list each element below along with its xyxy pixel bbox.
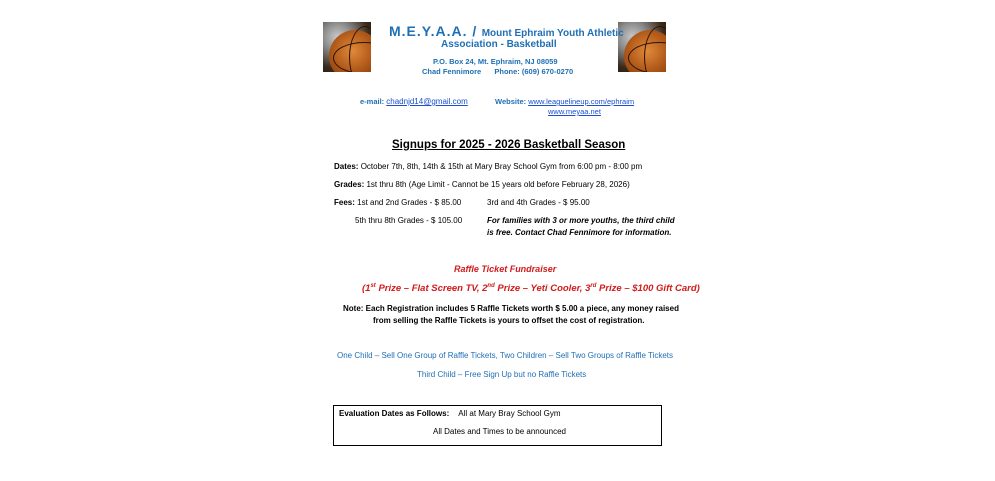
raffle-rule-line2: Third Child – Free Sign Up but no Raffle Tickets — [417, 370, 587, 379]
signup-title: Signups for 2025 - 2026 Basketball Season — [392, 139, 626, 151]
fees-label: Fees: — [334, 198, 355, 207]
evaluation-label: Evaluation Dates as Follows: — [339, 409, 450, 418]
grades-row — [334, 180, 630, 189]
dates-row — [334, 162, 642, 171]
phone: Phone: (609) 670-0270 — [494, 67, 574, 76]
dates-text: October 7th, 8th, 14th & 15th at Mary Bray School Gym from 6:00 pm - 8:00 pm — [360, 162, 643, 171]
raffle-note-line2: from selling the Raffle Tickets is yours to offset the cost of registration. — [373, 316, 645, 325]
prizes-open-paren: ( — [362, 283, 366, 295]
org-name-line2: Association - Basketball — [441, 39, 557, 50]
evaluation-box — [333, 405, 662, 446]
email-link[interactable]: chadnjd14@gmail.com — [386, 97, 468, 106]
fees-row — [334, 198, 461, 207]
dates-label: Dates: — [334, 162, 359, 171]
evaluation-times: All Dates and Times to be announced — [433, 427, 566, 436]
website-label: Website: — [495, 97, 527, 106]
basketball-image-left — [323, 22, 371, 72]
contact-name: Chad Fennimore — [422, 67, 482, 76]
raffle-title: Raffle Ticket Fundraiser — [454, 264, 557, 274]
fee-2: 3rd and 4th Grades - $ 95.00 — [487, 198, 590, 207]
prize1-text: Prize – Flat Screen TV, — [375, 283, 483, 295]
prize3-num: 3 — [585, 283, 591, 295]
grades-label: Grades: — [334, 180, 365, 189]
email-label: e-mail: — [360, 97, 385, 106]
raffle-prizes — [362, 283, 700, 294]
email-row — [360, 97, 468, 106]
family-note-line1: For families with 3 or more youths, the third child — [487, 216, 675, 225]
grades-text: 1st thru 8th (Age Limit - Cannot be 15 years old before February 28, 2026) — [366, 180, 630, 189]
prize2-text: Prize – Yeti Cooler, — [494, 283, 586, 295]
prize1-sup: st — [370, 283, 376, 289]
prize2-sup: nd — [487, 283, 495, 289]
prize1-num: 1 — [365, 283, 371, 295]
org-abbrev: M.E.Y.A.A. / — [389, 23, 478, 39]
prize2-num: 2 — [482, 283, 488, 295]
raffle-rule-line1: One Child – Sell One Group of Raffle Tickets, Two Children – Sell Two Groups of Raffle Tickets — [337, 351, 674, 360]
website-link-1[interactable]: www.leaguelineup.com/ephraim — [528, 97, 635, 106]
prize3-sup: rd — [590, 283, 597, 289]
address: P.O. Box 24, Mt. Ephraim, NJ 08059 — [433, 57, 558, 66]
evaluation-location: All at Mary Bray School Gym — [458, 409, 561, 418]
basketball-image-right — [618, 22, 666, 72]
raffle-note-line1: Note: Each Registration includes 5 Raffle Tickets worth $ 5.00 a piece, any money raised — [343, 304, 679, 313]
contact-line — [422, 67, 573, 76]
evaluation-row — [339, 409, 561, 418]
fee-1: 1st and 2nd Grades - $ 85.00 — [357, 198, 462, 207]
org-name-line1: Mount Ephraim Youth Athletic — [481, 28, 624, 39]
website-link-2[interactable]: www.meyaa.net — [548, 107, 601, 116]
prize3-text: Prize – $100 Gift Card) — [596, 283, 700, 295]
website-row — [495, 97, 634, 106]
family-note-line2: is free. Contact Chad Fennimore for information. — [487, 228, 672, 237]
fee-3: 5th thru 8th Grades - $ 105.00 — [355, 216, 463, 225]
